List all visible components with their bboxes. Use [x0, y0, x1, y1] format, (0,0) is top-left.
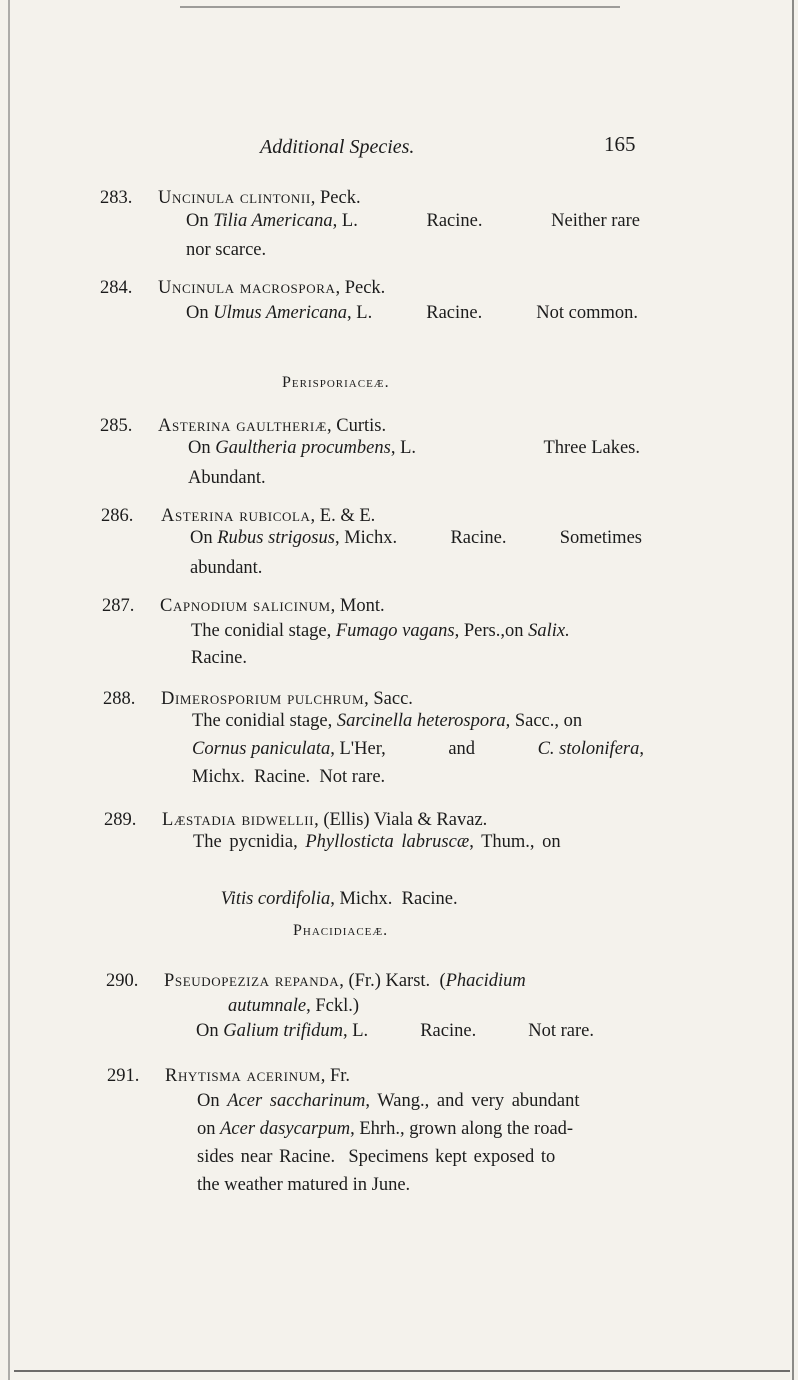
entry-line-4: the weather matured in June.: [197, 1175, 411, 1195]
species-authority: , Sacc.: [364, 689, 413, 709]
entry-line-3: Michx. Racine. Not rare.: [192, 767, 386, 787]
species-authority: , Mont.: [330, 596, 385, 616]
entry-line-1: [188, 434, 640, 463]
text: The conidial stage,: [191, 621, 336, 641]
species-entry-289: [104, 806, 649, 909]
entry-line-1: [191, 617, 570, 646]
frequency: Not rare.: [528, 1021, 594, 1041]
page-edge-right: [792, 0, 794, 1380]
entry-number: 285.: [100, 416, 133, 436]
species-entry-288: [103, 685, 648, 795]
entry-line-1: [186, 299, 638, 328]
entry-line-1: [192, 707, 582, 736]
page-edge-bottom: [14, 1370, 790, 1372]
text: , L.: [343, 1021, 369, 1041]
entry-line-2: [197, 1115, 573, 1144]
frequency: Not common.: [536, 303, 638, 323]
anamorph-name: Phyllosticta labruscæ: [305, 832, 470, 852]
species-name: Asterina gaultheriæ: [158, 416, 328, 436]
species-entry-287: [102, 592, 647, 672]
text: The conidial stage,: [192, 711, 337, 731]
species-authority: , (Ellis) Viala & Ravaz.: [314, 810, 488, 830]
species-entry-290: [106, 967, 651, 1047]
species-name: Dimerosporium pulchrum: [161, 689, 365, 709]
locality: Racine.: [426, 303, 483, 323]
text: On: [190, 528, 218, 548]
host-name: Vitis cordifolia: [220, 889, 331, 909]
anamorph-name: Sarcinella heterospora: [336, 711, 506, 731]
locality: Racine.: [420, 1021, 477, 1041]
page-number: 165: [604, 132, 636, 156]
text: On: [188, 438, 216, 458]
species-name: Capnodium salicinum: [160, 596, 331, 616]
host-name: Cornus paniculata: [192, 739, 331, 759]
entry-number: 283.: [100, 188, 133, 208]
entry-line-2: nor scarce.: [186, 240, 267, 260]
entry-line-2: abundant.: [190, 558, 263, 578]
locality: Racine.: [426, 211, 483, 231]
text: On: [197, 1091, 228, 1111]
species-name: Asterina rubicola: [161, 506, 311, 526]
text: On: [196, 1021, 224, 1041]
entry-number: 284.: [100, 278, 133, 298]
host-name: Ulmus Americana: [213, 303, 348, 323]
species-authority: , Peck.: [335, 278, 386, 298]
species-name: Pseudopeziza repanda: [164, 971, 340, 991]
frequency: Sometimes: [559, 528, 642, 548]
page-edge-left: [8, 0, 10, 1380]
text: , Sacc., on: [505, 711, 583, 731]
entry-number: 287.: [102, 596, 135, 616]
text: On: [186, 211, 214, 231]
species-authority: , (Fr.) Karst.: [339, 971, 431, 991]
text: (: [439, 971, 446, 991]
locality: Racine.: [450, 528, 507, 548]
species-name: Læstadia bidwellii: [162, 810, 315, 830]
text: , Pers.,on: [454, 621, 529, 641]
text: The pycnidia,: [193, 832, 306, 852]
species-name: Rhytisma acerinum: [165, 1066, 321, 1086]
species-entry-283: [100, 184, 640, 264]
text: , Ehrh., grown along the road-: [350, 1119, 574, 1139]
entry-line-2: Racine.: [191, 648, 247, 668]
synonym-name: Phacidium: [445, 971, 526, 991]
species-authority: , E. & E.: [310, 506, 376, 526]
species-entry-284: [100, 274, 640, 334]
running-title: Additional Species.: [260, 136, 415, 158]
host-name: Rubus strigosus: [217, 528, 335, 548]
text: , Michx. Racine.: [330, 889, 458, 909]
text: and: [448, 739, 476, 759]
host-name: Gaultheria procumbens: [215, 438, 391, 458]
entry-number: 289.: [104, 810, 137, 830]
species-authority: , Curtis.: [327, 416, 387, 436]
species-name: Uncinula macrospora: [158, 278, 336, 298]
family-heading-phacidiaceae: Phacidiaceæ.: [293, 922, 389, 939]
locality: Three Lakes.: [543, 438, 640, 458]
entry-number: 291.: [107, 1066, 140, 1086]
species-entry-286: [101, 502, 646, 582]
text: , L.: [390, 438, 416, 458]
text: ,: [639, 739, 644, 759]
species-entry-291: [107, 1062, 652, 1202]
anamorph-name: Fumago vagans: [335, 621, 455, 641]
species-authority: , Fr.: [320, 1066, 351, 1086]
text: , Michx.: [334, 528, 398, 548]
entry-number: 288.: [103, 689, 136, 709]
entry-line-1: [190, 524, 642, 553]
text: , Thum., on: [469, 832, 561, 852]
family-heading-perisporiaceae: Perisporiaceæ.: [282, 374, 390, 391]
species-name: Uncinula clintonii: [158, 188, 311, 208]
text: , L.: [332, 211, 358, 231]
synonym-epithet: autumnale: [228, 996, 307, 1016]
entry-line-2: [192, 735, 644, 764]
entry-line-1: [193, 828, 561, 857]
entry-line-1: [186, 207, 640, 236]
host-name: Tilia Americana: [213, 211, 333, 231]
frequency: Neither rare: [551, 211, 640, 231]
entry-line-3: sides near Racine. Specimens kept exposed to: [197, 1147, 556, 1167]
host-name: Acer dasycarpum: [220, 1119, 351, 1139]
entry-number: 286.: [101, 506, 134, 526]
text: On: [186, 303, 214, 323]
host-name: C. stolonifera: [537, 739, 640, 759]
text: on: [197, 1119, 221, 1139]
entry-line-1: [197, 1087, 580, 1116]
text: , Fckl.): [306, 996, 360, 1016]
entry-line-1: [196, 1017, 594, 1046]
entry-number: 290.: [106, 971, 139, 991]
page-edge-top: [180, 6, 620, 8]
host-name: Galium trifidum: [223, 1021, 343, 1041]
text: , Wang., and very abundant: [365, 1091, 580, 1111]
entry-line-2: Abundant.: [188, 468, 266, 488]
text: , L'Her,: [330, 739, 386, 759]
host-name: Salix.: [528, 621, 570, 641]
host-name: Acer saccharinum: [227, 1091, 366, 1111]
text: , L.: [347, 303, 373, 323]
species-authority: , Peck.: [310, 188, 361, 208]
species-entry-285: [100, 412, 645, 492]
